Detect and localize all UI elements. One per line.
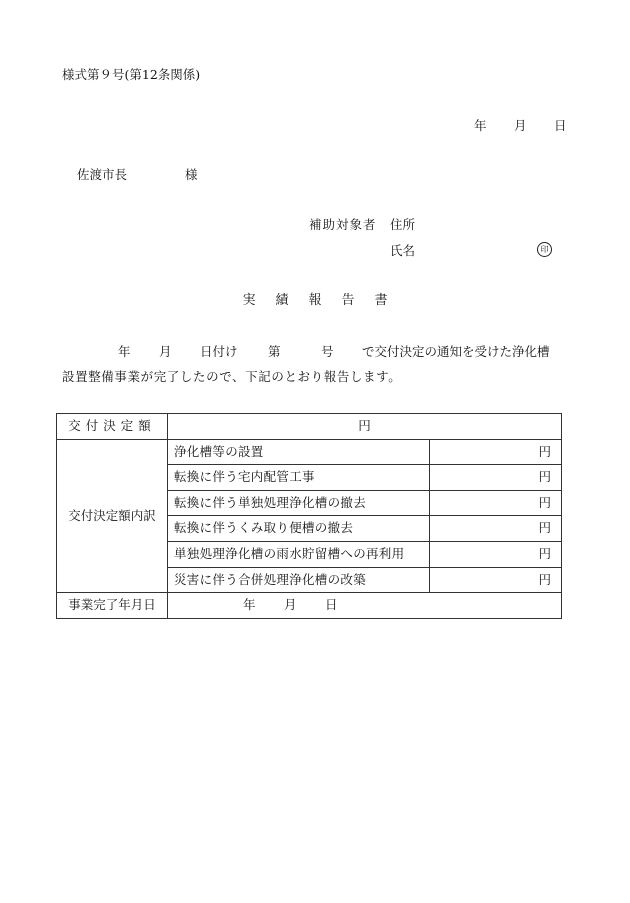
completion-year: 年 xyxy=(243,597,256,613)
seal-icon: 印 xyxy=(537,242,552,257)
body-dated: 日付け xyxy=(200,344,238,359)
breakdown-item: 転換に伴う宅内配管工事 xyxy=(168,465,430,491)
breakdown-item: 浄化槽等の設置 xyxy=(168,439,430,465)
addressee xyxy=(77,167,198,182)
completion-month: 月 xyxy=(284,597,297,613)
document-title: 実績報告書 xyxy=(242,293,408,308)
addressee-honorific: 様 xyxy=(185,167,198,182)
body-year: 年 xyxy=(118,344,131,359)
breakdown-unit: 円 xyxy=(430,541,562,567)
address-label: 住所 xyxy=(390,217,416,232)
grant-amount-unit: 円 xyxy=(168,414,562,440)
table-row xyxy=(57,439,562,465)
table-row xyxy=(57,414,562,440)
body-text-line2: 設置整備事業が完了したので、下記のとおり報告します。 xyxy=(62,369,402,384)
breakdown-item: 災害に伴う合併処理浄化槽の改築 xyxy=(168,567,430,593)
grant-table xyxy=(56,413,562,619)
grant-amount-label: 交付決定額 xyxy=(57,414,168,440)
body-month: 月 xyxy=(159,344,172,359)
completion-date-value xyxy=(168,593,562,619)
breakdown-unit: 円 xyxy=(430,516,562,542)
name-label: 氏名 xyxy=(390,243,416,258)
completion-day: 日 xyxy=(325,597,338,613)
breakdown-item: 転換に伴うくみ取り便槽の撤去 xyxy=(168,516,430,542)
breakdown-item: 転換に伴う単独処理浄化槽の撤去 xyxy=(168,490,430,516)
date-month-label: 月 xyxy=(514,118,527,133)
body-go: 号 xyxy=(321,344,334,359)
date-day-label: 日 xyxy=(554,118,567,133)
breakdown-unit: 円 xyxy=(430,490,562,516)
form-number: 様式第９号(第12条関係) xyxy=(62,67,201,82)
breakdown-unit: 円 xyxy=(430,439,562,465)
breakdown-item: 単独処理浄化槽の雨水貯留槽への再利用 xyxy=(168,541,430,567)
addressee-name: 佐渡市長 xyxy=(77,167,128,182)
applicant-label: 補助対象者 xyxy=(309,217,377,232)
breakdown-unit: 円 xyxy=(430,465,562,491)
breakdown-label: 交付決定額内訳 xyxy=(57,439,168,593)
completion-date-label: 事業完了年月日 xyxy=(57,593,168,619)
body-dai: 第 xyxy=(268,344,281,359)
body-tail: で交付決定の通知を受けた浄化槽 xyxy=(362,344,550,359)
date-year-label: 年 xyxy=(474,118,487,133)
breakdown-unit: 円 xyxy=(430,567,562,593)
table-row xyxy=(57,593,562,619)
